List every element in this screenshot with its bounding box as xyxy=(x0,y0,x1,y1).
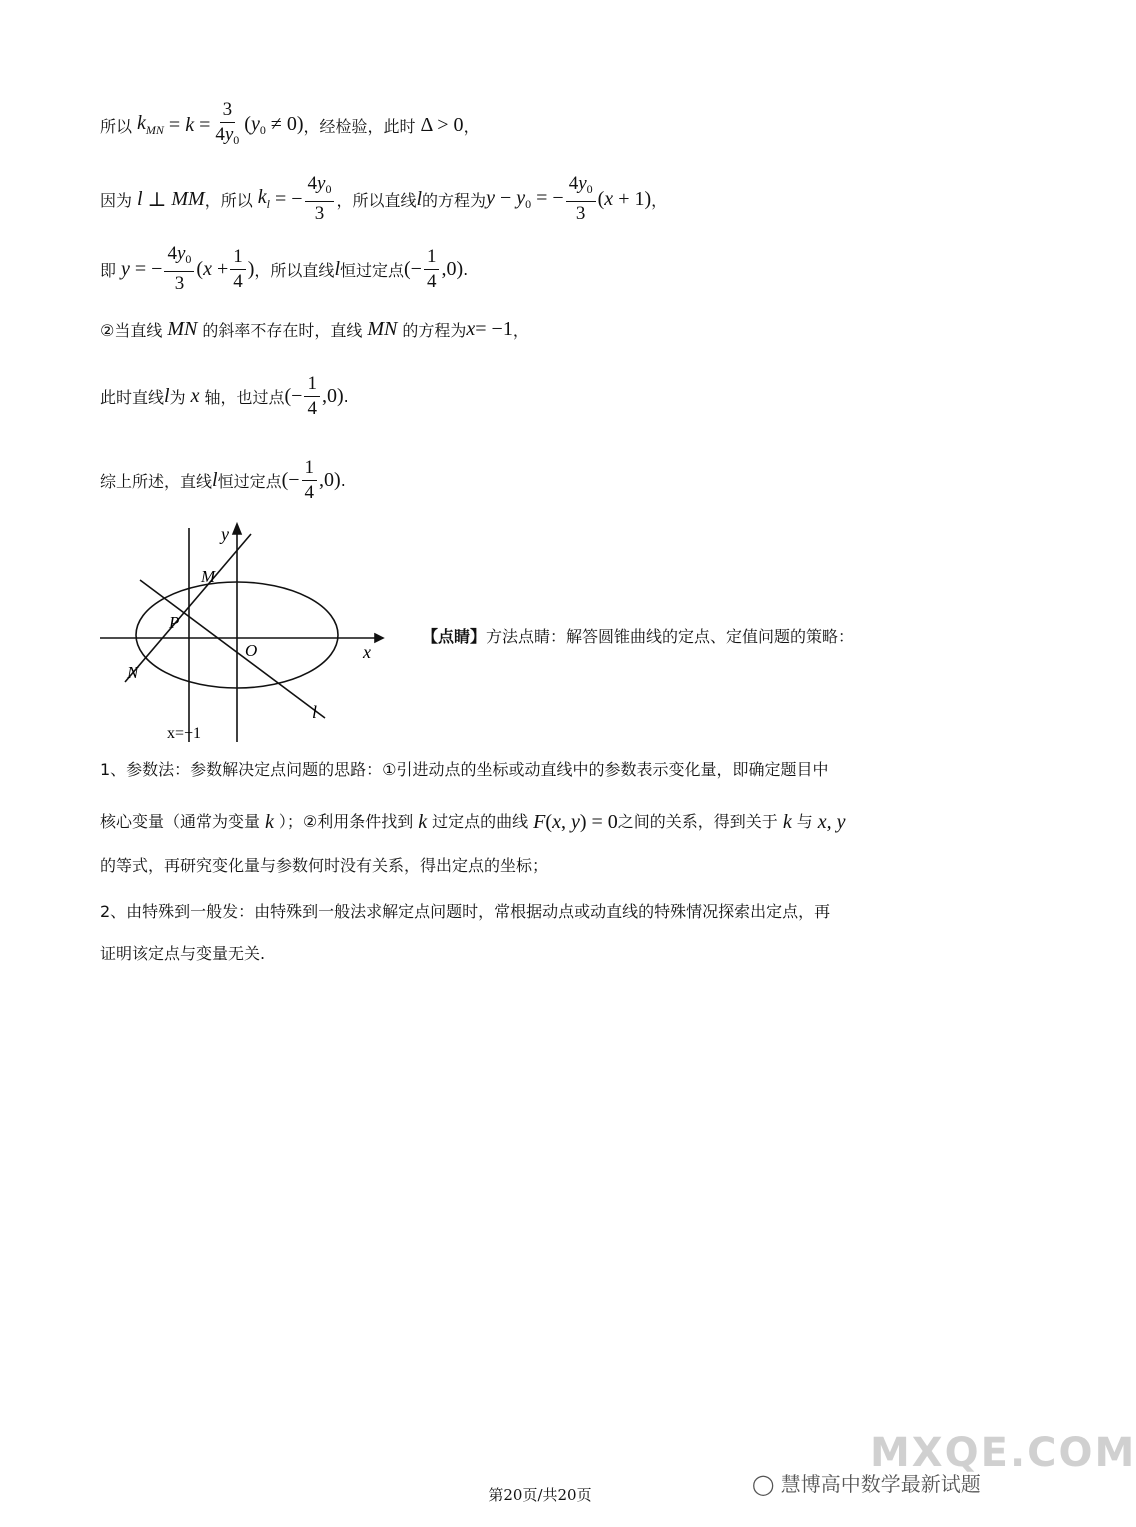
math: Δ > 0 xyxy=(415,113,464,136)
math: l xyxy=(416,187,423,210)
method-2-line-b: 证明该定点与变量无关. xyxy=(100,944,266,963)
y-axis-arrow xyxy=(233,524,241,534)
method-2-line-a: 2、由特殊到一般发：由特殊到一般法求解定点问题时，常根据动点或动直线的特殊情况探索出定点，再 xyxy=(100,902,831,921)
text: ②当直线 xyxy=(100,321,163,340)
text: 过定点的曲线 xyxy=(432,812,529,831)
label-M: M xyxy=(201,567,216,586)
math: k xyxy=(260,811,279,833)
fraction: $\frac{4y_0}{3}$ xyxy=(305,172,335,226)
math: ,0) xyxy=(441,257,464,280)
equation-line-6 xyxy=(100,456,346,505)
label-l: l xyxy=(312,702,318,722)
math: $y - y_0$ = − xyxy=(486,186,564,211)
fraction: $\frac{1}{4}$ xyxy=(302,456,318,505)
text: ）；②利用条件找到 xyxy=(278,812,414,831)
math: $k_{MN}$ xyxy=(132,112,164,137)
fraction: $\frac{3}{4y_0}$ xyxy=(215,99,240,147)
text: 综上所述，直线 xyxy=(100,472,213,491)
fraction: $\frac{1}{4}$ xyxy=(230,245,246,294)
text: 恒过定点 xyxy=(217,472,282,491)
equation-line-1 xyxy=(100,98,480,152)
equation-line-5 xyxy=(100,372,349,421)
math: ,0) xyxy=(321,385,344,407)
text: 核心变量（通常为变量 xyxy=(100,812,261,831)
math: l xyxy=(334,257,340,280)
label-O: O xyxy=(245,641,258,660)
wechat-icon: ◯ xyxy=(752,1472,775,1496)
method-1-line-c: 的等式，再研究变化量与参数何时没有关系，得出定点的坐标； xyxy=(100,856,549,875)
math: x= −1 xyxy=(466,318,513,340)
equation-line-4 xyxy=(100,318,529,341)
line-l xyxy=(140,580,325,718)
text: 此时直线 xyxy=(100,388,165,407)
text: . xyxy=(343,387,349,406)
math: y = − xyxy=(121,257,163,280)
text: 恒过定点 xyxy=(340,260,405,280)
dianjing xyxy=(422,624,854,647)
label-x: x xyxy=(363,642,371,662)
text: ， xyxy=(463,116,480,136)
math: (− xyxy=(284,385,303,407)
text: . xyxy=(463,259,469,279)
page-footer: 第20页/共20页 xyxy=(488,1486,592,1504)
math: = − xyxy=(269,187,303,210)
text: 因为 xyxy=(100,190,133,210)
math: (x + 1) xyxy=(597,187,652,210)
text: 的方程为 xyxy=(402,321,467,340)
watermark-logo: MXQE.COM xyxy=(870,1430,1136,1476)
text: 的方程为 xyxy=(422,190,487,210)
fraction: $\frac{4y_0}{3}$ xyxy=(566,172,596,226)
math: ) xyxy=(247,257,255,280)
math: F(x, y) = 0 xyxy=(533,811,618,833)
math: l xyxy=(212,469,218,491)
math: $k_l$ xyxy=(252,186,270,211)
math: (− xyxy=(404,257,422,280)
math: k xyxy=(777,811,797,833)
equation-line-3 xyxy=(100,242,468,296)
text: ， xyxy=(512,321,529,340)
text: ， xyxy=(651,190,668,210)
text: ，所以直线 xyxy=(336,190,417,210)
text: ，所以 xyxy=(204,190,253,210)
math: (x + xyxy=(196,257,229,280)
math: $(y_0 \ne 0)$ xyxy=(244,112,304,137)
math: l xyxy=(164,385,170,407)
watermark-label: 慧博高中数学最新试题 xyxy=(780,1472,981,1496)
text: 轴，也过点 xyxy=(204,388,285,407)
math: l xyxy=(132,187,143,210)
line-MN xyxy=(125,534,251,682)
fraction: $\frac{4y_0}{3}$ xyxy=(164,242,194,296)
method-1 xyxy=(100,758,980,886)
text: ，所以直线 xyxy=(254,260,335,280)
math: MN xyxy=(162,318,203,340)
text: 所以 xyxy=(100,116,133,136)
text: 与 xyxy=(796,812,813,831)
method-2 xyxy=(100,900,980,972)
math: = k = xyxy=(168,113,211,136)
text: 之间的关系，得到关于 xyxy=(617,812,778,831)
ellipse-figure xyxy=(95,520,395,745)
dianjing-text: 方法点睛：解答圆锥曲线的定点、定值问题的策略： xyxy=(486,627,855,646)
label-P: P xyxy=(169,613,180,632)
x-axis-arrow xyxy=(375,634,383,642)
method-1-line-b xyxy=(100,798,980,846)
fraction: $\frac{1}{4}$ xyxy=(424,245,440,294)
text: 即 xyxy=(100,260,117,280)
text: 的斜率不存在时，直线 xyxy=(202,321,363,340)
math: (− xyxy=(281,469,300,491)
text: ，经检验，此时 xyxy=(303,116,416,136)
math: ,0) xyxy=(319,469,341,491)
text: . xyxy=(340,471,346,490)
math: ⊥ xyxy=(142,188,172,211)
label-y: y xyxy=(221,524,229,544)
math: MM xyxy=(171,187,205,210)
dianjing-bracket: 【点睛】 xyxy=(422,627,487,646)
math: k xyxy=(413,811,433,833)
method-1-line-a: 1、参数法：参数解决定点问题的思路：①引进动点的坐标或动直线中的参数表示变化量，即确定题目中 xyxy=(100,760,829,779)
text: 为 xyxy=(169,388,186,407)
math: x xyxy=(185,385,205,407)
math: x, y xyxy=(812,811,846,833)
math: MN xyxy=(362,318,403,340)
label-vline: x=−1 xyxy=(167,725,202,742)
fraction: $\frac{1}{4}$ xyxy=(304,372,320,421)
label-N: N xyxy=(127,663,139,682)
equation-line-2 xyxy=(100,172,667,226)
